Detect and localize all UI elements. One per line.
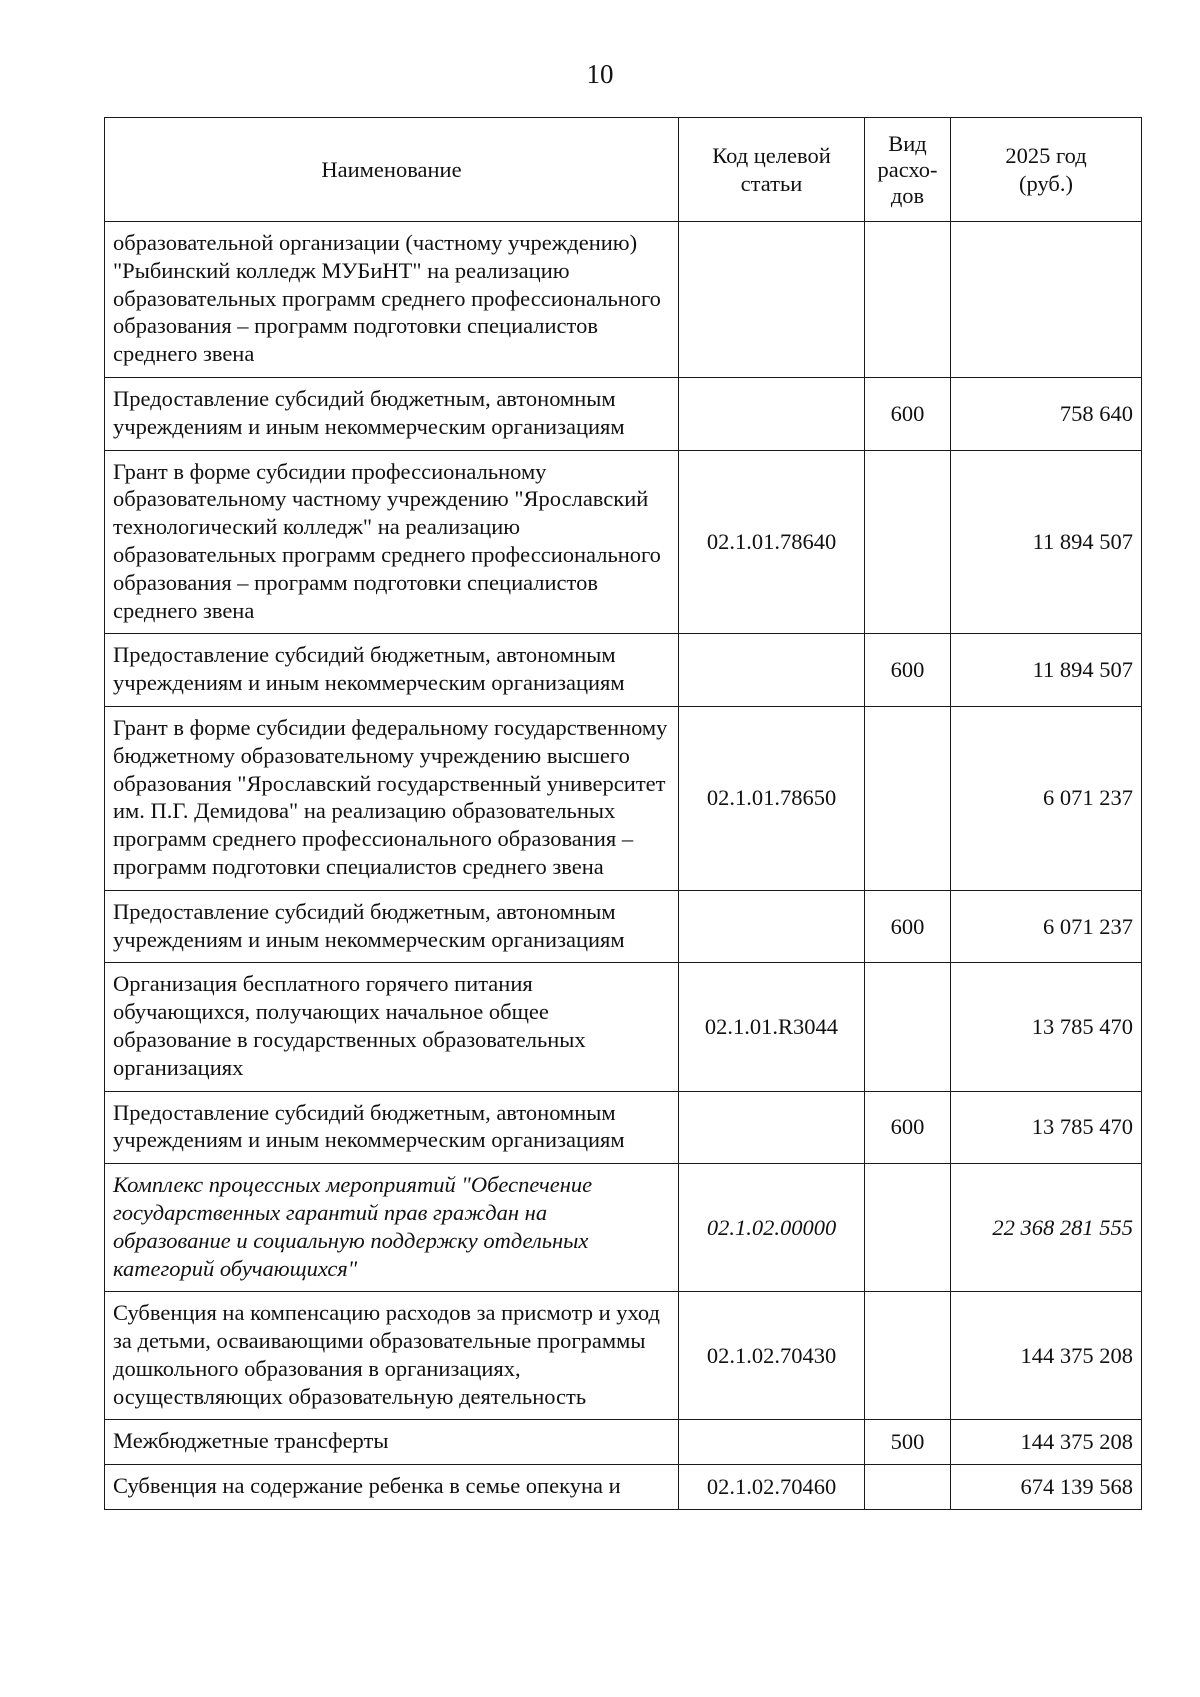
row-code: 02.1.02.00000 <box>679 1164 865 1292</box>
header-type-line2: расхо- <box>877 156 938 182</box>
header-name-label: Наименование <box>321 156 462 182</box>
row-name: Предоставление субсидий бюджетным, автономным учреждениям и иным некоммерческим организациям <box>105 890 679 963</box>
row-sum: 6 071 237 <box>951 890 1142 963</box>
table-row <box>105 1091 1142 1164</box>
row-code: 02.1.02.70460 <box>679 1465 865 1510</box>
row-name: Субвенция на содержание ребенка в семье опекуна и <box>105 1465 679 1510</box>
row-name: Грант в форме субсидии профессиональному образовательному частному учреждению "Ярославский технологический колледж" на реализацию образовательных программ среднего профессионального образования – программ подготовки специалистов среднего звена <box>105 450 679 634</box>
header-code-line1: Код целевой <box>712 142 831 168</box>
row-sum: 6 071 237 <box>951 706 1142 890</box>
header-type-line3: дов <box>890 182 925 208</box>
table-row <box>105 222 1142 378</box>
row-type <box>865 1465 951 1510</box>
table-row <box>105 1465 1142 1510</box>
header-code-line2: статьи <box>740 170 803 196</box>
row-sum: 22 368 281 555 <box>951 1164 1142 1292</box>
row-type <box>865 1164 951 1292</box>
row-name: Субвенция на компенсацию расходов за присмотр и уход за детьми, осваивающими образовательные программы дошкольного образования в организациях, осуществляющих образовательную деятельность <box>105 1292 679 1420</box>
budget-table <box>104 117 1142 1510</box>
row-name: Комплекс процессных мероприятий "Обеспечение государственных гарантий прав граждан на образование и социальную поддержку отдельных категорий обучающихся" <box>105 1164 679 1292</box>
header-name <box>105 118 679 222</box>
table-row <box>105 706 1142 890</box>
table-row-section <box>105 1164 1142 1292</box>
table-row <box>105 1292 1142 1420</box>
row-type: 600 <box>865 634 951 707</box>
row-type <box>865 1292 951 1420</box>
row-code <box>679 377 865 450</box>
row-name: Межбюджетные трансферты <box>105 1420 679 1465</box>
row-sum: 144 375 208 <box>951 1420 1142 1465</box>
row-code: 02.1.01.78650 <box>679 706 865 890</box>
row-sum: 13 785 470 <box>951 963 1142 1091</box>
row-code <box>679 1420 865 1465</box>
row-code: 02.1.01.R3044 <box>679 963 865 1091</box>
header-type <box>865 118 951 222</box>
table-row <box>105 377 1142 450</box>
row-code: 02.1.02.70430 <box>679 1292 865 1420</box>
table-header-row <box>105 118 1142 222</box>
header-sum <box>951 118 1142 222</box>
row-sum: 674 139 568 <box>951 1465 1142 1510</box>
row-name: Предоставление субсидий бюджетным, автономным учреждениям и иным некоммерческим организациям <box>105 1091 679 1164</box>
row-type <box>865 963 951 1091</box>
row-code <box>679 222 865 378</box>
row-code: 02.1.01.78640 <box>679 450 865 634</box>
header-code <box>679 118 865 222</box>
row-name: Предоставление субсидий бюджетным, автономным учреждениям и иным некоммерческим организациям <box>105 377 679 450</box>
row-type <box>865 222 951 378</box>
table-row <box>105 450 1142 634</box>
row-type: 500 <box>865 1420 951 1465</box>
row-sum: 758 640 <box>951 377 1142 450</box>
row-sum: 144 375 208 <box>951 1292 1142 1420</box>
page-number: 10 <box>586 59 614 89</box>
row-type <box>865 450 951 634</box>
table-row <box>105 1420 1142 1465</box>
row-code <box>679 1091 865 1164</box>
row-sum: 11 894 507 <box>951 450 1142 634</box>
row-name: Предоставление субсидий бюджетным, автономным учреждениям и иным некоммерческим организациям <box>105 634 679 707</box>
row-code <box>679 890 865 963</box>
row-code <box>679 634 865 707</box>
row-sum <box>951 222 1142 378</box>
row-type: 600 <box>865 890 951 963</box>
row-type: 600 <box>865 377 951 450</box>
row-type <box>865 706 951 890</box>
row-name: Грант в форме субсидии федеральному государственному бюджетному образовательному учреждению высшего образования "Ярославский государственный университет им. П.Г. Демидова" на реализацию образовательных программ среднего профессионального образования – программ подготовки специалистов среднего звена <box>105 706 679 890</box>
row-name: Организация бесплатного горячего питания обучающихся, получающих начальное общее образование в государственных образовательных организациях <box>105 963 679 1091</box>
table-row <box>105 634 1142 707</box>
header-sum-line2: (руб.) <box>1019 170 1073 196</box>
row-type: 600 <box>865 1091 951 1164</box>
row-sum: 13 785 470 <box>951 1091 1142 1164</box>
row-name: образовательной организации (частному учреждению) "Рыбинский колледж МУБиНТ" на реализацию образовательных программ среднего профессионального образования – программ подготовки специалистов среднего звена <box>105 222 679 378</box>
row-sum: 11 894 507 <box>951 634 1142 707</box>
table-row <box>105 963 1142 1091</box>
header-sum-line1: 2025 год <box>1005 142 1087 168</box>
table-row <box>105 890 1142 963</box>
header-type-line1: Вид <box>888 130 927 156</box>
